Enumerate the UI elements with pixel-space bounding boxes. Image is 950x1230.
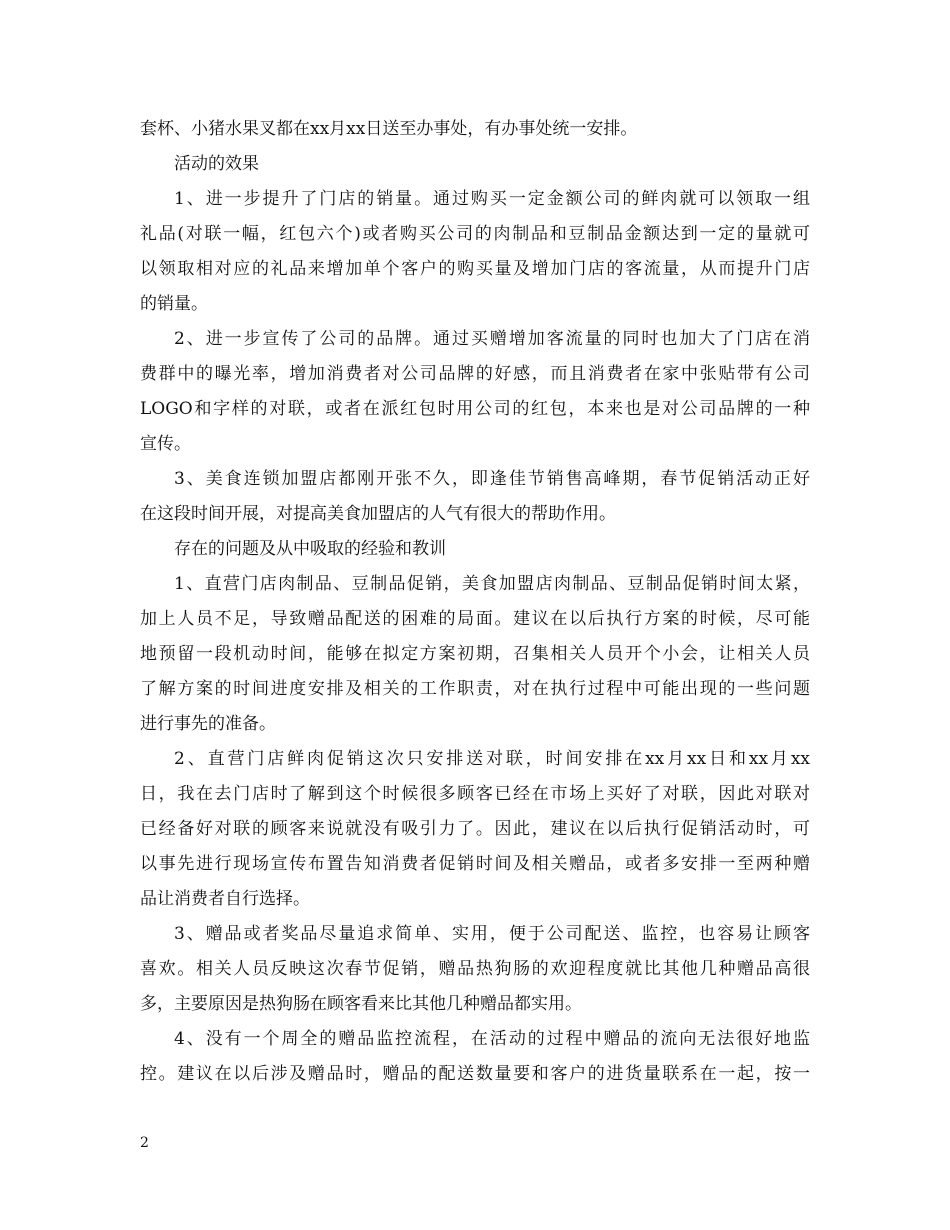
text-line: 喜欢。相关人员反映这次春节促销，赠品热狗肠的欢迎程度就比其他几种赠品高很 xyxy=(140,959,810,979)
text-line: 多，主要原因是热狗肠在顾客看来比其他几种赠品都实用。 xyxy=(140,994,582,1014)
text-line: 2、进一步宣传了公司的品牌。通过买赠增加客流量的同时也加大了门店在消 xyxy=(174,329,810,349)
text-line: 以事先进行现场宣传布置告知消费者促销时间及相关赠品，或者多安排一至两种赠 xyxy=(140,854,810,874)
text-line: 进行事先的准备。 xyxy=(140,714,276,734)
text-line: 已经备好对联的顾客来说就没有吸引力了。因此，建议在以后执行促销活动时，可 xyxy=(140,819,810,839)
text-line: 日，我在去门店时了解到这个时候很多顾客已经在市场上买好了对联，因此对联对 xyxy=(140,784,810,804)
text-line: 1、进一步提升了门店的销量。通过购买一定金额公司的鲜肉就可以领取一组 xyxy=(174,189,810,209)
text-line: 地预留一段机动时间，能够在拟定方案初期，召集相关人员开个小会，让相关人员 xyxy=(140,644,810,664)
text-line: 了解方案的时间进度安排及相关的工作职责，对在执行过程中可能出现的一些问题 xyxy=(140,679,810,699)
text-line: 礼品(对联一幅，红包六个)或者购买公司的肉制品和豆制品金额达到一定的量就可 xyxy=(140,224,810,244)
text-line: 3、美食连锁加盟店都刚开张不久，即逢佳节销售高峰期，春节促销活动正好 xyxy=(174,469,810,489)
text-line: 费群中的曝光率，增加消费者对公司品牌的好感，而且消费者在家中张贴带有公司 xyxy=(140,364,810,384)
text-line: 的销量。 xyxy=(140,294,208,314)
text-line: 2、直营门店鲜肉促销这次只安排送对联，时间安排在xx月xx日和xx月xx xyxy=(174,749,810,769)
text-line: 活动的效果 xyxy=(174,154,259,174)
text-line: LOGO和字样的对联，或者在派红包时用公司的红包，本来也是对公司品牌的一种 xyxy=(140,399,810,419)
text-line: 1、直营门店肉制品、豆制品促销，美食加盟店肉制品、豆制品促销时间太紧， xyxy=(174,574,810,594)
text-line: 4、没有一个周全的赠品监控流程，在活动的过程中赠品的流向无法很好地监 xyxy=(174,1029,810,1049)
text-line: 加上人员不足，导致赠品配送的困难的局面。建议在以后执行方案的时候，尽可能 xyxy=(140,609,810,629)
text-line: 存在的问题及从中吸取的经验和教训 xyxy=(174,539,446,559)
text-line: 宣传。 xyxy=(140,434,191,454)
text-line: 控。建议在以后涉及赠品时，赠品的配送数量要和客户的进货量联系在一起，按一 xyxy=(140,1064,810,1084)
text-line: 在这段时间开展，对提高美食加盟店的人气有很大的帮助作用。 xyxy=(140,504,616,524)
text-line: 以领取相对应的礼品来增加单个客户的购买量及增加门店的客流量，从而提升门店 xyxy=(140,259,810,279)
text-line: 3、赠品或者奖品尽量追求简单、实用，便于公司配送、监控，也容易让顾客 xyxy=(174,924,810,944)
page-number: 2 xyxy=(140,1135,149,1151)
document-body xyxy=(140,112,810,1092)
text-line: 品让消费者自行选择。 xyxy=(140,889,310,909)
text-line: 套杯、小猪水果叉都在xx月xx日送至办事处，有办事处统一安排。 xyxy=(140,119,638,139)
